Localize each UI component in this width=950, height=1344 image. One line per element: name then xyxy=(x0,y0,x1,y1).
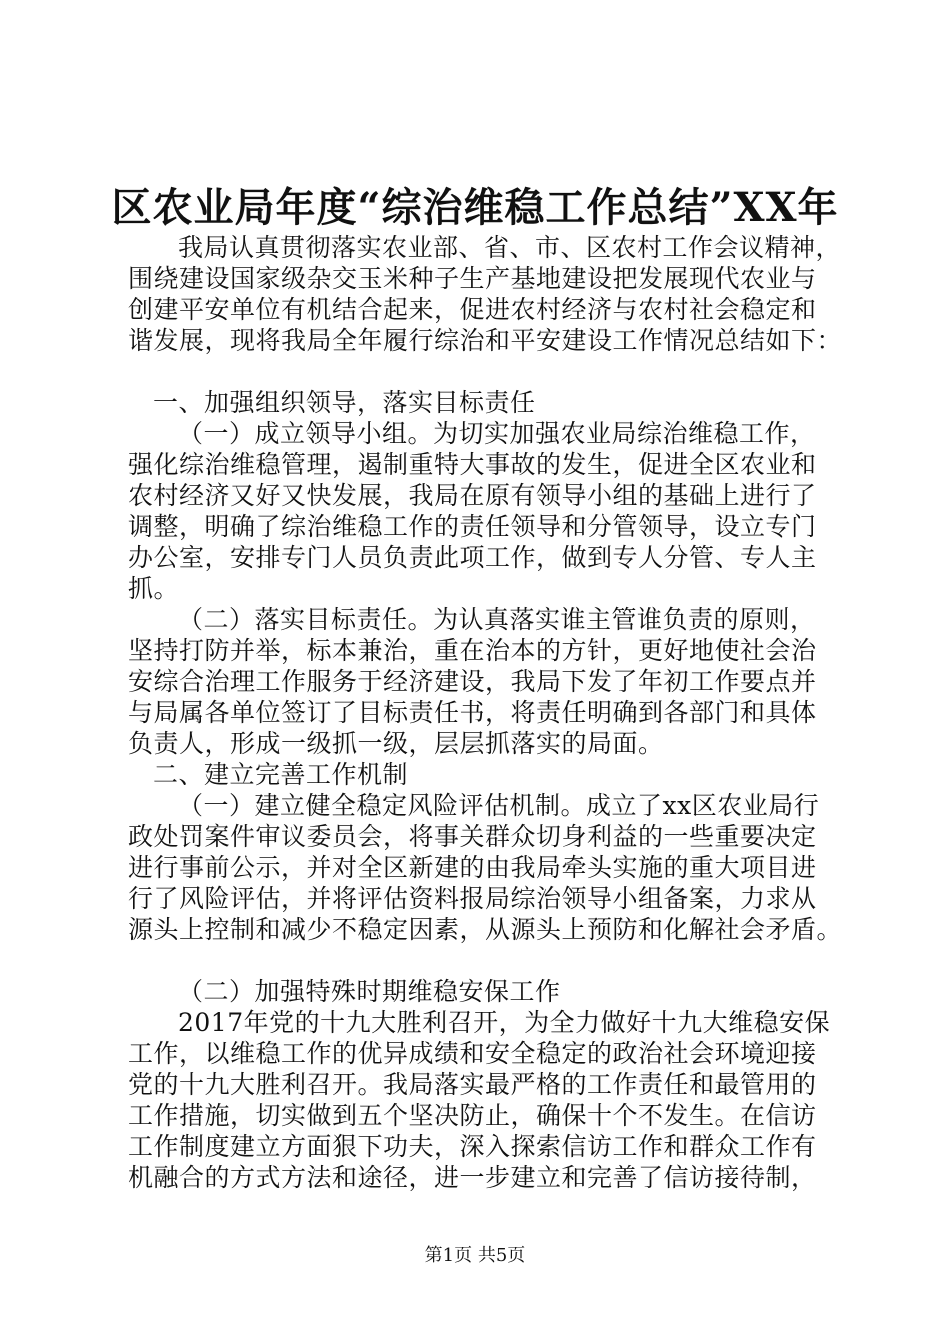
paragraph-line: 抓。 xyxy=(128,574,180,603)
paragraph-line: 办公室，安排专门人员负责此项工作，做到专人分管、专人主 xyxy=(128,543,817,572)
paragraph-gap xyxy=(128,945,853,976)
document-title: 区农业局年度“综治维稳工作总结”XX年 xyxy=(111,184,839,231)
section-heading: 一、加强组织领导，落实目标责任 xyxy=(153,388,536,417)
paragraph-line: 强化综治维稳管理，遏制重特大事故的发生，促进全区农业和 xyxy=(128,450,817,479)
paragraph-line: 坚持打防并举，标本兼治，重在治本的方针，更好地使社会治 xyxy=(128,636,817,665)
paragraph-line: 行了风险评估，并将评估资料报局综治领导小组备案，力求从 xyxy=(128,884,817,913)
paragraph-line: 2017年党的十九大胜利召开，为全力做好十九大维稳安保 xyxy=(178,1008,831,1037)
paragraph-line: 源头上控制和减少不稳定因素，从源头上预防和化解社会矛盾。 xyxy=(128,915,843,944)
paragraph-line: 工作制度建立方面狠下功夫，深入探索信访工作和群众工作有 xyxy=(128,1132,817,1161)
intro-line: 围绕建设国家级杂交玉米种子生产基地建设把发展现代农业与 xyxy=(128,264,817,293)
paragraph-line: 工作，以维稳工作的优异成绩和安全稳定的政治社会环境迎接 xyxy=(128,1039,817,1068)
paragraph-line: 负责人，形成一级抓一级，层层抓落实的局面。 xyxy=(128,729,664,758)
paragraph-line: 与局属各单位签订了目标责任书，将责任明确到各部门和具体 xyxy=(128,698,817,727)
paragraph-line: （二）落实目标责任。为认真落实谁主管谁负责的原则， xyxy=(178,605,816,634)
paragraph-line: 机融合的方式方法和途径，进一步建立和完善了信访接待制， xyxy=(128,1163,817,1192)
subsection-heading: （二）加强特殊时期维稳安保工作 xyxy=(178,977,561,1006)
document-body xyxy=(128,232,853,1193)
paragraph-line: 政处罚案件审议委员会，将事关群众切身利益的一些重要决定 xyxy=(128,822,817,851)
paragraph-line: （一）成立领导小组。为切实加强农业局综治维稳工作， xyxy=(178,419,816,448)
intro-line: 创建平安单位有机结合起来，促进农村经济与农村社会稳定和 xyxy=(128,295,817,324)
paragraph-line: 进行事前公示，并对全区新建的由我局牵头实施的重大项目进 xyxy=(128,853,817,882)
paragraph-line: 安综合治理工作服务于经济建设，我局下发了年初工作要点并 xyxy=(128,667,817,696)
page-number-footer: 第1页 共5页 xyxy=(424,1245,526,1266)
intro-line: 谐发展，现将我局全年履行综治和平安建设工作情况总结如下： xyxy=(128,326,843,355)
paragraph-gap xyxy=(128,356,853,387)
paragraph-line: 工作措施，切实做到五个坚决防止，确保十个不发生。在信访 xyxy=(128,1101,817,1130)
paragraph-line: （一）建立健全稳定风险评估机制。成立了xx区农业局行 xyxy=(178,791,820,820)
paragraph-line: 党的十九大胜利召开。我局落实最严格的工作责任和最管用的 xyxy=(128,1070,817,1099)
paragraph-line: 调整，明确了综治维稳工作的责任领导和分管领导，设立专门 xyxy=(128,512,817,541)
intro-line: 我局认真贯彻落实农业部、省、市、区农村工作会议精神， xyxy=(178,233,842,262)
paragraph-line: 农村经济又好又快发展，我局在原有领导小组的基础上进行了 xyxy=(128,481,817,510)
section-heading: 二、建立完善工作机制 xyxy=(153,760,409,789)
